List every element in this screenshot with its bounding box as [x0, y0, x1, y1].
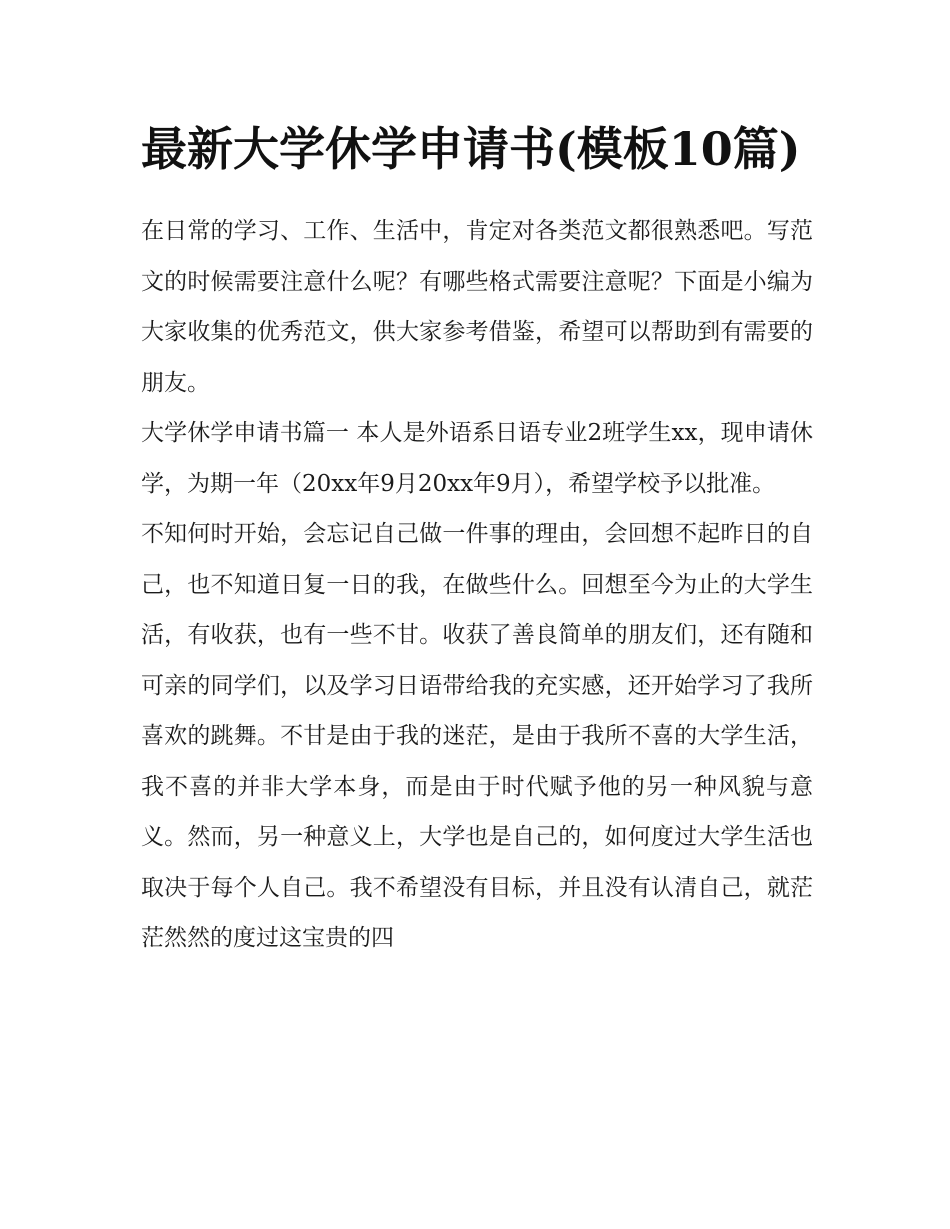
document-page — [141, 112, 813, 964]
paragraph-reflection: 不知何时开始，会忘记自己做一件事的理由，会回想不起昨日的自己，也不知道日复一日的我，在做些什么。回想至今为止的大学生活，有收获，也有一些不甘。收获了善良简单的朋友们，还有随和可亲的同学们，以及学习日语带给我的充实感，还开始学习了我所喜欢的跳舞。不甘是由于我的迷茫，是由于我所不喜的大学生活，我不喜的并非大学本身，而是由于时代赋予他的另一种风貌与意义。然而，另一种意义上，大学也是自己的，如何度过大学生活也取决于每个人自己。我不希望没有目标，并且没有认清自己，就茫茫然然的度过这宝贵的四 — [141, 521, 813, 951]
paragraph-intro: 在日常的学习、工作、生活中，肯定对各类范文都很熟悉吧。写范文的时候需要注意什么呢？有哪些格式需要注意呢？下面是小编为大家收集的优秀范文，供大家参考借鉴，希望可以帮助到有需要的朋友。 — [141, 218, 813, 396]
paragraph-application: 大学休学申请书篇一 本人是外语系日语专业2班学生xx，现申请休学，为期一年（20xx年9月20xx年9月），希望学校予以批准。 — [141, 420, 813, 497]
document-body — [141, 206, 813, 964]
document-title: 最新大学休学申请书(模板10篇) — [141, 122, 801, 176]
